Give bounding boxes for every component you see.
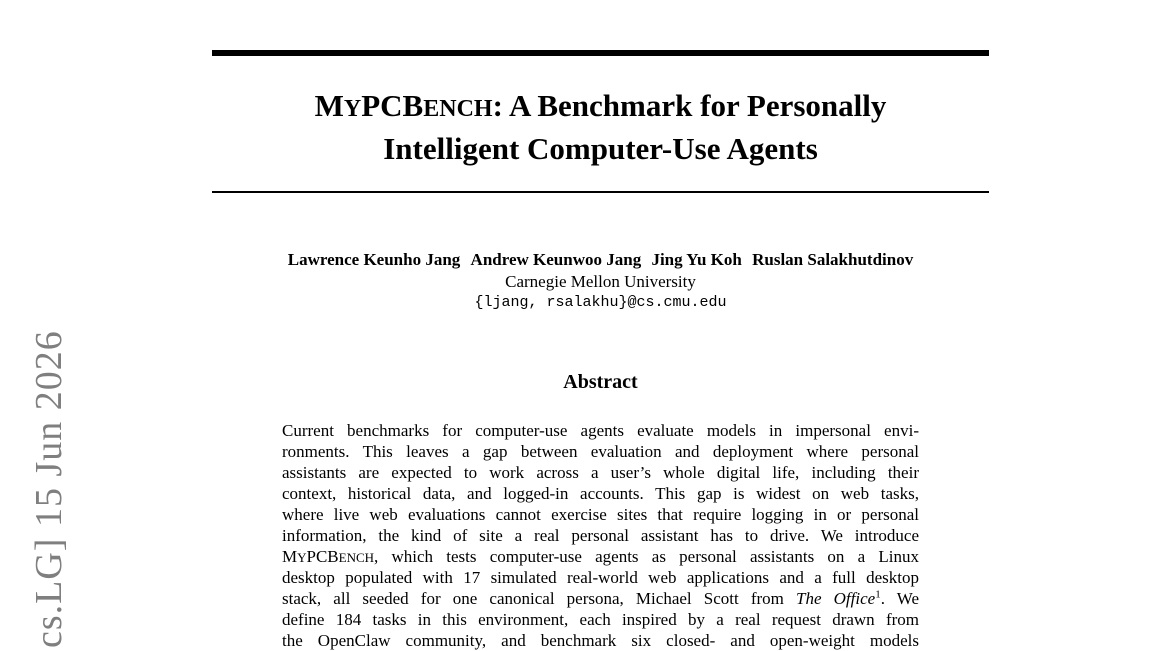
top-rule: [212, 50, 989, 56]
abstract-line: [282, 546, 919, 567]
title-smallcaps-part: PCB: [361, 88, 424, 123]
abstract-body: [282, 420, 919, 651]
paper-title: [212, 86, 989, 169]
abstract-line: where live web evaluations cannot exercise sites that require logging in or personal: [282, 505, 919, 524]
author-name: Ruslan Salakhutdinov: [752, 250, 914, 269]
abstract-line: ronments. This leaves a gap between evaluation and deployment where personal: [282, 442, 919, 461]
author-name: Jing Yu Koh: [651, 250, 742, 269]
abstract-smallcaps-part: ENCH: [338, 550, 375, 565]
abstract-line: assistants are expected to work across a user’s whole digital life, including their: [282, 463, 919, 482]
author-name: Lawrence Keunho Jang: [287, 250, 461, 269]
italic-show-title: The Office: [796, 589, 876, 608]
abstract-line: Current benchmarks for computer-use agents evaluate models in impersonal envi-: [282, 421, 919, 440]
arxiv-identifier-stamp: cs.LG] 15 Jun 2026: [28, 330, 70, 648]
footnote-marker[interactable]: 1: [875, 588, 881, 601]
title-rule: [212, 191, 989, 193]
title-line-2: Intelligent Computer-Use Agents: [383, 131, 818, 166]
abstract-smallcaps-part: PCB: [306, 547, 339, 566]
abstract-line: the OpenClaw community, and benchmark six closed- and open-weight models: [282, 631, 919, 650]
abstract-smallcaps-part: Y: [297, 550, 307, 565]
author-name: Andrew Keunwoo Jang: [470, 250, 642, 269]
abstract-line-part: . We: [880, 589, 919, 608]
title-line-1: [212, 86, 989, 129]
author-email: {ljang, rsalakhu}@cs.cmu.edu: [474, 294, 727, 311]
affiliation: Carnegie Mellon University: [505, 272, 696, 291]
abstract-line: context, historical data, and logged-in accounts. This gap is widest on web tasks,: [282, 484, 919, 503]
title-smallcaps-part: M: [314, 88, 344, 123]
abstract-line-part: stack, all seeded for one canonical persona, Michael Scott from: [282, 589, 797, 608]
abstract-smallcaps-part: M: [282, 547, 298, 566]
title-smallcaps-part: Y: [343, 96, 362, 122]
abstract-line: define 184 tasks in this environment, each inspired by a real request drawn from: [282, 610, 919, 629]
abstract-line: information, the kind of site a real personal assistant has to drive. We introduce: [282, 526, 919, 545]
abstract-line: desktop populated with 17 simulated real-world web applications and a full desktop: [282, 568, 919, 587]
abstract-line: [282, 588, 919, 609]
abstract-line-rest: , which tests computer-use agents as personal assistants on a Linux: [374, 547, 919, 566]
abstract-heading: Abstract: [563, 371, 638, 393]
author-list: [212, 249, 989, 270]
title-smallcaps-part: ENCH: [423, 96, 493, 122]
title-rest: : A Benchmark for Personally: [492, 88, 887, 123]
